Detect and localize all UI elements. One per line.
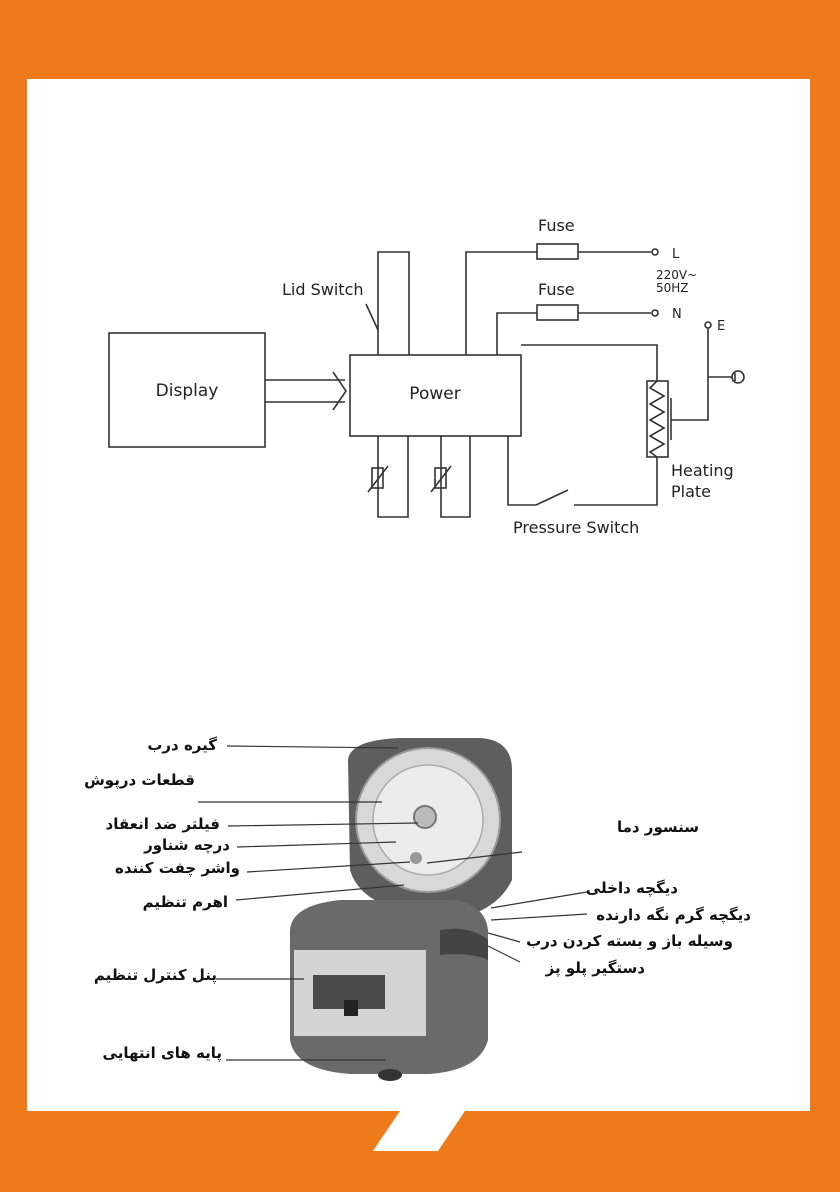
label-lid-parts: قطعات درپوش	[84, 771, 195, 789]
label-sealing-washer: واشر چفت کننده	[115, 859, 240, 877]
label-float-valve: درچه شناور	[144, 836, 230, 854]
lid-switch-label: Lid Switch	[282, 280, 364, 299]
display-label: Display	[155, 381, 219, 401]
label-adjust-lever: اهرم تنظیم	[142, 893, 228, 911]
label-handle: دستگیر پلو پز	[545, 959, 645, 977]
frequency-label: 50HZ	[656, 281, 689, 295]
terminal-n: N	[672, 307, 682, 322]
label-warming-pot: دیگچه گرم نگه دارنده	[596, 906, 751, 924]
voltage-label: 220V~	[656, 268, 698, 282]
label-feet: پایه های انتهایی	[102, 1044, 222, 1062]
heating-label-2: Plate	[671, 482, 712, 501]
label-lid-latch: گیره درب	[147, 736, 217, 754]
pressure-switch-label: Pressure Switch	[513, 518, 640, 537]
fuse-top-label: Fuse	[538, 216, 575, 235]
label-anti-condensation-filter: فیلتر ضد انعقاد	[105, 815, 220, 833]
label-inner-pot: دیگچه داخلی	[585, 879, 678, 897]
label-lid-opener: وسیله باز و بسته کردن درب	[526, 932, 733, 950]
terminal-e: E	[717, 319, 726, 334]
terminal-l: L	[672, 247, 680, 262]
fuse-bottom-label: Fuse	[538, 280, 575, 299]
heating-label-1: Heating	[671, 461, 734, 480]
power-label: Power	[409, 384, 461, 404]
label-temperature-sensor: سنسور دما	[616, 818, 699, 836]
label-control-panel: پنل کنترل تنظیم	[93, 966, 217, 984]
